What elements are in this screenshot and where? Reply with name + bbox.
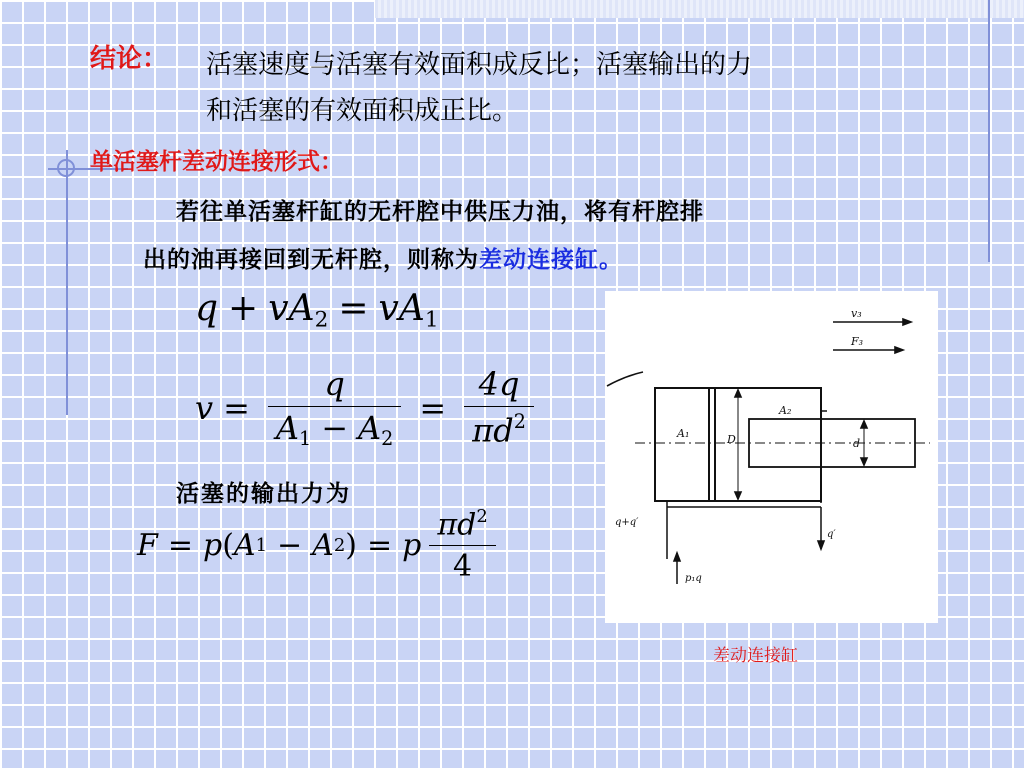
cylinder-schematic: [605, 291, 938, 623]
eq3-p: p: [202, 527, 223, 563]
eq2-4q: 4q: [478, 365, 520, 404]
eq3-fraction: [429, 507, 495, 584]
differential-cylinder-term: 差动连接缸: [479, 246, 599, 273]
eq1-plus: +: [228, 288, 259, 329]
label-A2: A₂: [779, 404, 792, 417]
label-qprime: q′: [827, 529, 836, 540]
decorative-vertical-line-right: [988, 0, 990, 262]
F3-arrowhead: [895, 347, 903, 353]
diagram-caption: 差动连接缸: [713, 646, 798, 666]
eq2-minus: −: [321, 409, 349, 448]
eq2-frac1-denominator: [268, 411, 401, 449]
d-arrow-bottom: [861, 458, 867, 465]
paragraph-line1: 若往单活塞杆缸的无杆腔中供压力油，将有杆腔排: [176, 198, 704, 225]
label-d: d: [853, 437, 861, 450]
supply-arrow: [674, 553, 680, 561]
label-p1q: p₁q: [685, 573, 702, 584]
v3-arrowhead: [903, 319, 911, 325]
label-v3: v₃: [851, 307, 862, 320]
eq2-pi: π: [472, 411, 494, 450]
eq2-frac2-denominator: [464, 411, 534, 449]
eq2-d: d: [493, 411, 514, 450]
section-heading: 单活塞杆差动连接形式：: [90, 148, 343, 175]
eq3-exp: 2: [476, 505, 488, 527]
eq3-A2: A: [312, 527, 334, 563]
eq3-d: d: [457, 507, 477, 543]
decorative-circle: [57, 159, 75, 177]
eq2-equals: =: [223, 389, 250, 427]
eq3-p-2: p: [402, 527, 422, 563]
eq1-sub1: 1: [424, 307, 439, 333]
eq1-q: q: [195, 288, 219, 329]
eq2-fraction-2: [464, 367, 534, 449]
equation-flow-continuity: [195, 288, 439, 332]
eq1-sub2: 2: [314, 307, 329, 333]
eq3-minus: −: [277, 527, 303, 563]
eq2-frac1-numerator: [316, 364, 352, 403]
eq3-equals: =: [167, 527, 193, 563]
eq3-F: F: [137, 527, 158, 563]
eq1-v: v: [268, 288, 289, 329]
D-arrow-bottom: [735, 492, 741, 499]
eq3-equals-2: =: [367, 527, 393, 563]
label-D: D: [727, 433, 736, 446]
eq2-v: v: [195, 389, 214, 427]
eq2-A1: A: [275, 409, 299, 448]
eq2-sub1: 1: [299, 426, 312, 450]
eq1-v-right: v: [378, 288, 399, 329]
eq2-frac2-bar: [464, 406, 534, 407]
eq2-fraction-1: [268, 364, 401, 450]
eq2-q: q: [324, 364, 345, 403]
eq2-sub2: 2: [381, 426, 394, 450]
d-arrow-top: [861, 421, 867, 428]
eq3-A1: A: [233, 527, 256, 563]
eq2-frac1-bar: [268, 406, 401, 407]
qprime-arrow: [818, 541, 824, 549]
equation-output-force: [137, 502, 504, 588]
decorative-vertical-line-left: [66, 150, 68, 415]
label-q-plus-qprime: q+q′: [615, 517, 639, 528]
eq2-equals-2: =: [419, 389, 447, 427]
eq2-exp: 2: [513, 410, 526, 434]
eq3-sub1: 1: [255, 534, 268, 556]
paragraph-line2: [143, 241, 623, 274]
differential-cylinder-diagram: [605, 291, 938, 623]
D-arrow-top: [735, 390, 741, 397]
diagram-arc: [607, 372, 643, 386]
eq2-A2: A: [358, 409, 382, 448]
paragraph-line2-period: 。: [599, 246, 623, 273]
eq3-pi: π: [437, 507, 458, 543]
eq3-denominator: 4: [453, 549, 473, 585]
paragraph-line2-text: 出的油再接回到无杆腔，则称为: [143, 246, 479, 273]
eq3-fraction-bar: [429, 545, 495, 546]
conclusion-label: 结论：: [90, 44, 169, 74]
label-F3: F₃: [851, 335, 864, 348]
conclusion-text-line2: 和活塞的有效面积成正比。: [206, 96, 519, 126]
eq1-A1: A: [398, 288, 425, 329]
conclusion-text-line1: 活塞速度与活塞有效面积成反比；活塞输出的力: [206, 50, 753, 80]
output-force-label: 活塞的输出力为: [176, 480, 351, 507]
label-A1: A₁: [677, 427, 690, 440]
eq3-rparen: ): [345, 527, 358, 563]
eq3-numerator: [429, 507, 495, 542]
top-decorative-band: [375, 0, 1024, 18]
eq1-A2: A: [288, 288, 315, 329]
eq3-sub2: 2: [333, 534, 346, 556]
equation-velocity: [195, 366, 542, 450]
eq1-equals: =: [338, 288, 369, 329]
eq2-frac2-numerator: [471, 367, 528, 402]
eq3-lparen: (: [222, 527, 234, 563]
